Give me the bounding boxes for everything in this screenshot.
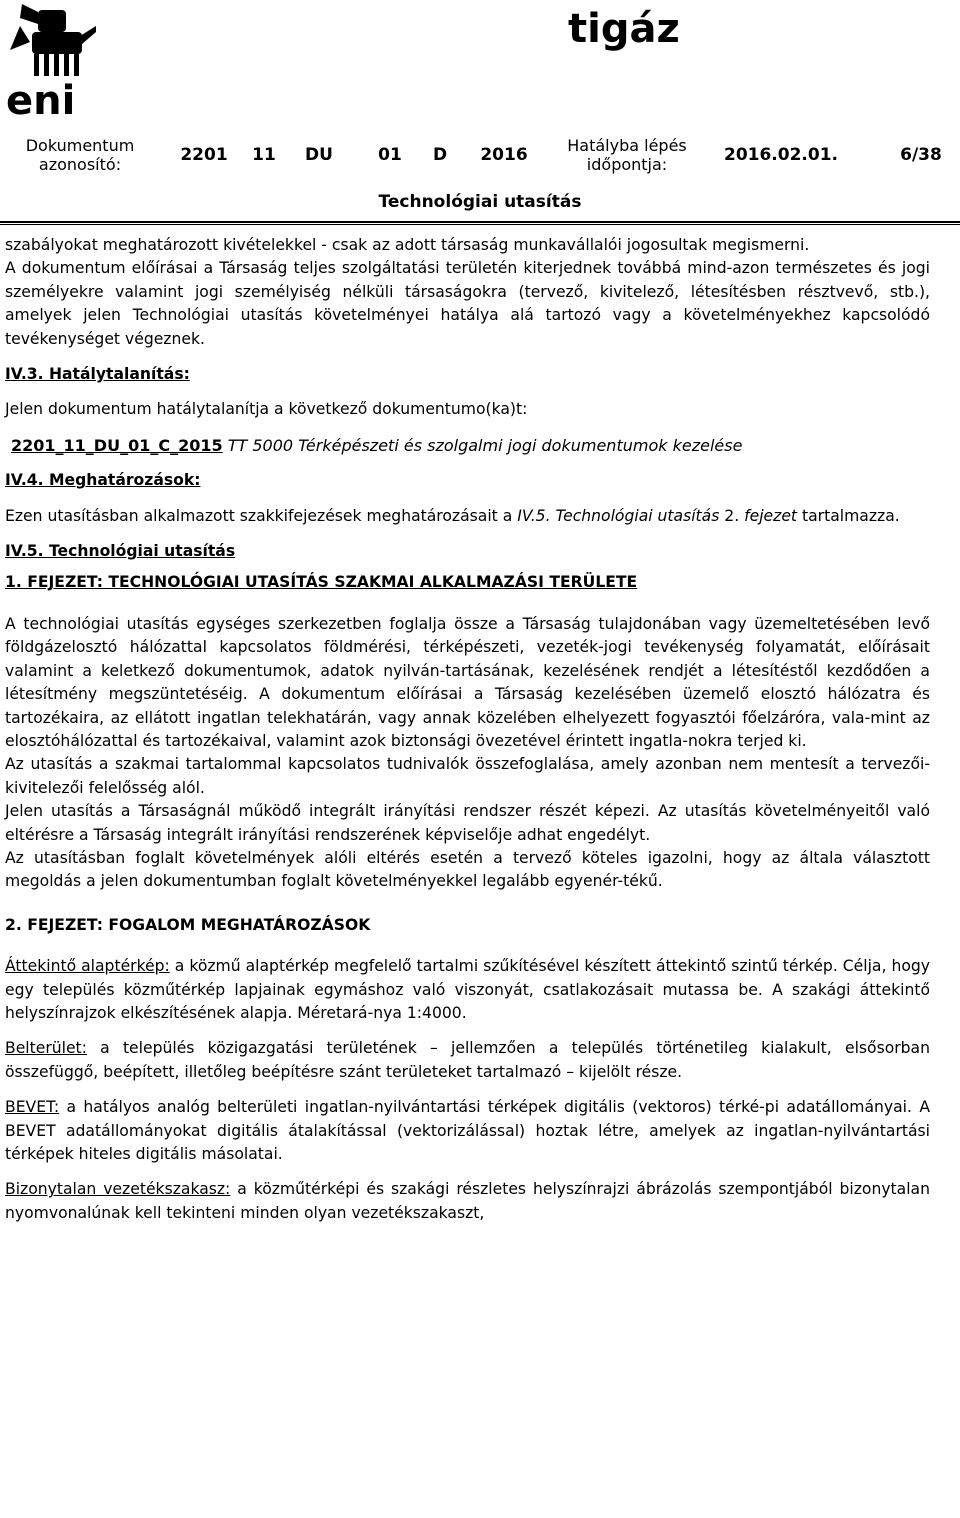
chapter-heading-text: 1. FEJEZET: TECHNOLÓGIAI UTASÍTÁS SZAKMAI ALKALMAZÁSI TERÜLETE bbox=[5, 573, 638, 592]
doc-id-part: DU bbox=[305, 145, 333, 165]
reference-code: 2201_11_DU_01_C_2015 bbox=[11, 435, 223, 455]
definition-term: BEVET: bbox=[5, 1098, 60, 1117]
chapter-heading bbox=[5, 914, 930, 937]
definition-text: a közmű alaptérkép megfelelő tartalmi szűkítésével készített áttekintő szintű térkép. Célja, hogy egy település közműtérkép lapjainak egymáshoz való viszonyát, csatlakozásait mutassa be. A szakági áttekintő helyszínrajzok elkészítésének alapja. Méretará-nya 1:4000. bbox=[5, 957, 930, 1022]
definition bbox=[5, 1178, 930, 1225]
effective-label: Hatályba lépés időpontja: bbox=[567, 136, 687, 174]
doc-id-part: D bbox=[432, 145, 448, 165]
text-run: Ezen utasításban alkalmazott szakkifejezések meghatározásait a bbox=[5, 506, 518, 525]
doc-id-label: Dokumentum azonosító: bbox=[25, 136, 135, 174]
header-divider bbox=[0, 224, 960, 225]
paragraph bbox=[5, 505, 930, 528]
chapter-heading-text: 2. FEJEZET: FOGALOM MEGHATÁROZÁSOK bbox=[5, 915, 371, 934]
section-heading bbox=[5, 469, 930, 492]
paragraph: Jelen utasítás a Társaságnál működő integrált irányítási rendszer részét képezi. Az utasítás követelményeitől való eltérésre a Társaság integrált irányítási rendszerének képviselője adhat engedélyt. bbox=[5, 802, 930, 844]
section-heading bbox=[5, 540, 930, 563]
header-divider bbox=[0, 221, 960, 223]
doc-id-part: 2201 bbox=[180, 145, 228, 165]
document-body bbox=[5, 234, 930, 1225]
effective-date: 2016.02.01. bbox=[723, 145, 838, 165]
definition-term: Áttekintő alaptérkép: bbox=[5, 957, 170, 976]
text-run: fejezet bbox=[744, 506, 798, 525]
tigaz-logo-text: tigáz bbox=[568, 6, 680, 52]
doc-id-part: 11 bbox=[252, 145, 276, 165]
paragraph: Az utasítás a szakmai tartalommal kapcsolatos tudnivalók összefoglalása, amely azonban nem mentesít a tervezői- kivitelezői felelősség alól. bbox=[5, 755, 930, 797]
doc-id-part: 01 bbox=[378, 145, 402, 165]
chapter-heading bbox=[5, 571, 930, 594]
definition-term: Belterület: bbox=[5, 1039, 87, 1058]
doc-id-part: 2016 bbox=[480, 145, 528, 165]
definition bbox=[5, 1037, 930, 1084]
reference-line bbox=[5, 434, 930, 457]
definition bbox=[5, 1096, 930, 1166]
definition-text: a hatályos analóg belterületi ingatlan-nyilvántartási térképek digitális (vektoros) térké-pi adatállományai. A BEVET adatállományokat digitális átalakítással (vektorizálással) hoztak létre, amelyek az ingatlan-nyilvántartási térképek hiteles digitális másolatai. bbox=[5, 1098, 930, 1163]
section-heading-text: IV.5. Technológiai utasítás bbox=[5, 542, 236, 561]
paragraph: Az utasításban foglalt követelmények alóli eltérés esetén a tervező köteles igazolni, hogy az általa választott megoldás a jelen dokumentumban foglalt követelményekkel legalább egyenér-tékű. bbox=[5, 848, 930, 891]
text-run: IV.5. Technológiai utasítás bbox=[517, 506, 720, 525]
definition-text: a település közigazgatási területének – jellemzően a település történetileg kialakult, elsősorban összefüggő, beépített, illetőleg beépítésre szánt területeket tartalmazó – kijelölt része. bbox=[5, 1039, 930, 1081]
page-number: 6/38 bbox=[900, 145, 942, 165]
paragraph: Jelen dokumentum hatálytalanítja a következő dokumentumo(ka)t: bbox=[5, 400, 528, 419]
definition-term: Bizonytalan vezetékszakasz: bbox=[5, 1180, 231, 1199]
definition bbox=[5, 955, 930, 1025]
text-run: 2. bbox=[719, 506, 745, 525]
text-run: tartalmazza. bbox=[797, 506, 900, 525]
document-header bbox=[0, 136, 960, 188]
doc-type: Technológiai utasítás bbox=[378, 192, 582, 212]
section-heading bbox=[5, 363, 930, 386]
definition-text: a közműtérképi és szakági részletes helyszínrajzi ábrázolás szempontjából bizonytalan nyomvonalúnak kell tekinteni minden olyan vezetékszakaszt, bbox=[5, 1180, 930, 1222]
paragraph: A dokumentum előírásai a Társaság teljes szolgáltatási területén kiterjednek továbbá mind-azon természetes és jogi személyekre valamint jogi személyiség nélküli társaságokra (tervező, kivitelező, létesítésben résztvevő, stb.), amelyek jelen Technológiai utasítás követelményei hatálya alá tartozó vagy a követelményekhez kapcsolódó tevékenységet végeznek. bbox=[5, 259, 930, 348]
paragraph: szabályokat meghatározott kivételekkel - csak az adott társaság munkavállalói jogosultak megismerni. bbox=[5, 236, 810, 254]
paragraph: A technológiai utasítás egységes szerkezetben foglalja össze a Társaság tulajdonában vagy üzemeltetésében levő földgázelosztó hálózattal kapcsolatos földmérési, térképészeti, vezeték-jogi tevékenység folyamatát, előírásait valamint a keletkező dokumentumok, adatok nyilván-tartásának, kezelésének rendjét a létesítéstől kezdődően a létesítmény megszüntetéséig. A dokumentum előírásai a Társaság kezelésében üzemelő elosztó hálózatra és tartozékaira, az ellátott ingatlan telekhatárán, vagy annak közelében elhelyezett fogyasztói főelzáróra, vala-mint az elosztóhálózattal és tartozékaival, valamint azok biztonsági övezetével érintett ingatla-nokra terjed ki. bbox=[5, 614, 930, 750]
section-heading-text: IV.3. Hatálytalanítás: bbox=[5, 365, 190, 384]
reference-title: TT 5000 Térképészeti és szolgalmi jogi dokumentumok kezelése bbox=[222, 435, 743, 455]
eni-logo-text: eni bbox=[6, 78, 76, 124]
section-heading-text: IV.4. Meghatározások: bbox=[5, 471, 201, 490]
tigaz-logo-icon bbox=[566, 2, 680, 52]
eni-logo-icon bbox=[2, 2, 98, 124]
